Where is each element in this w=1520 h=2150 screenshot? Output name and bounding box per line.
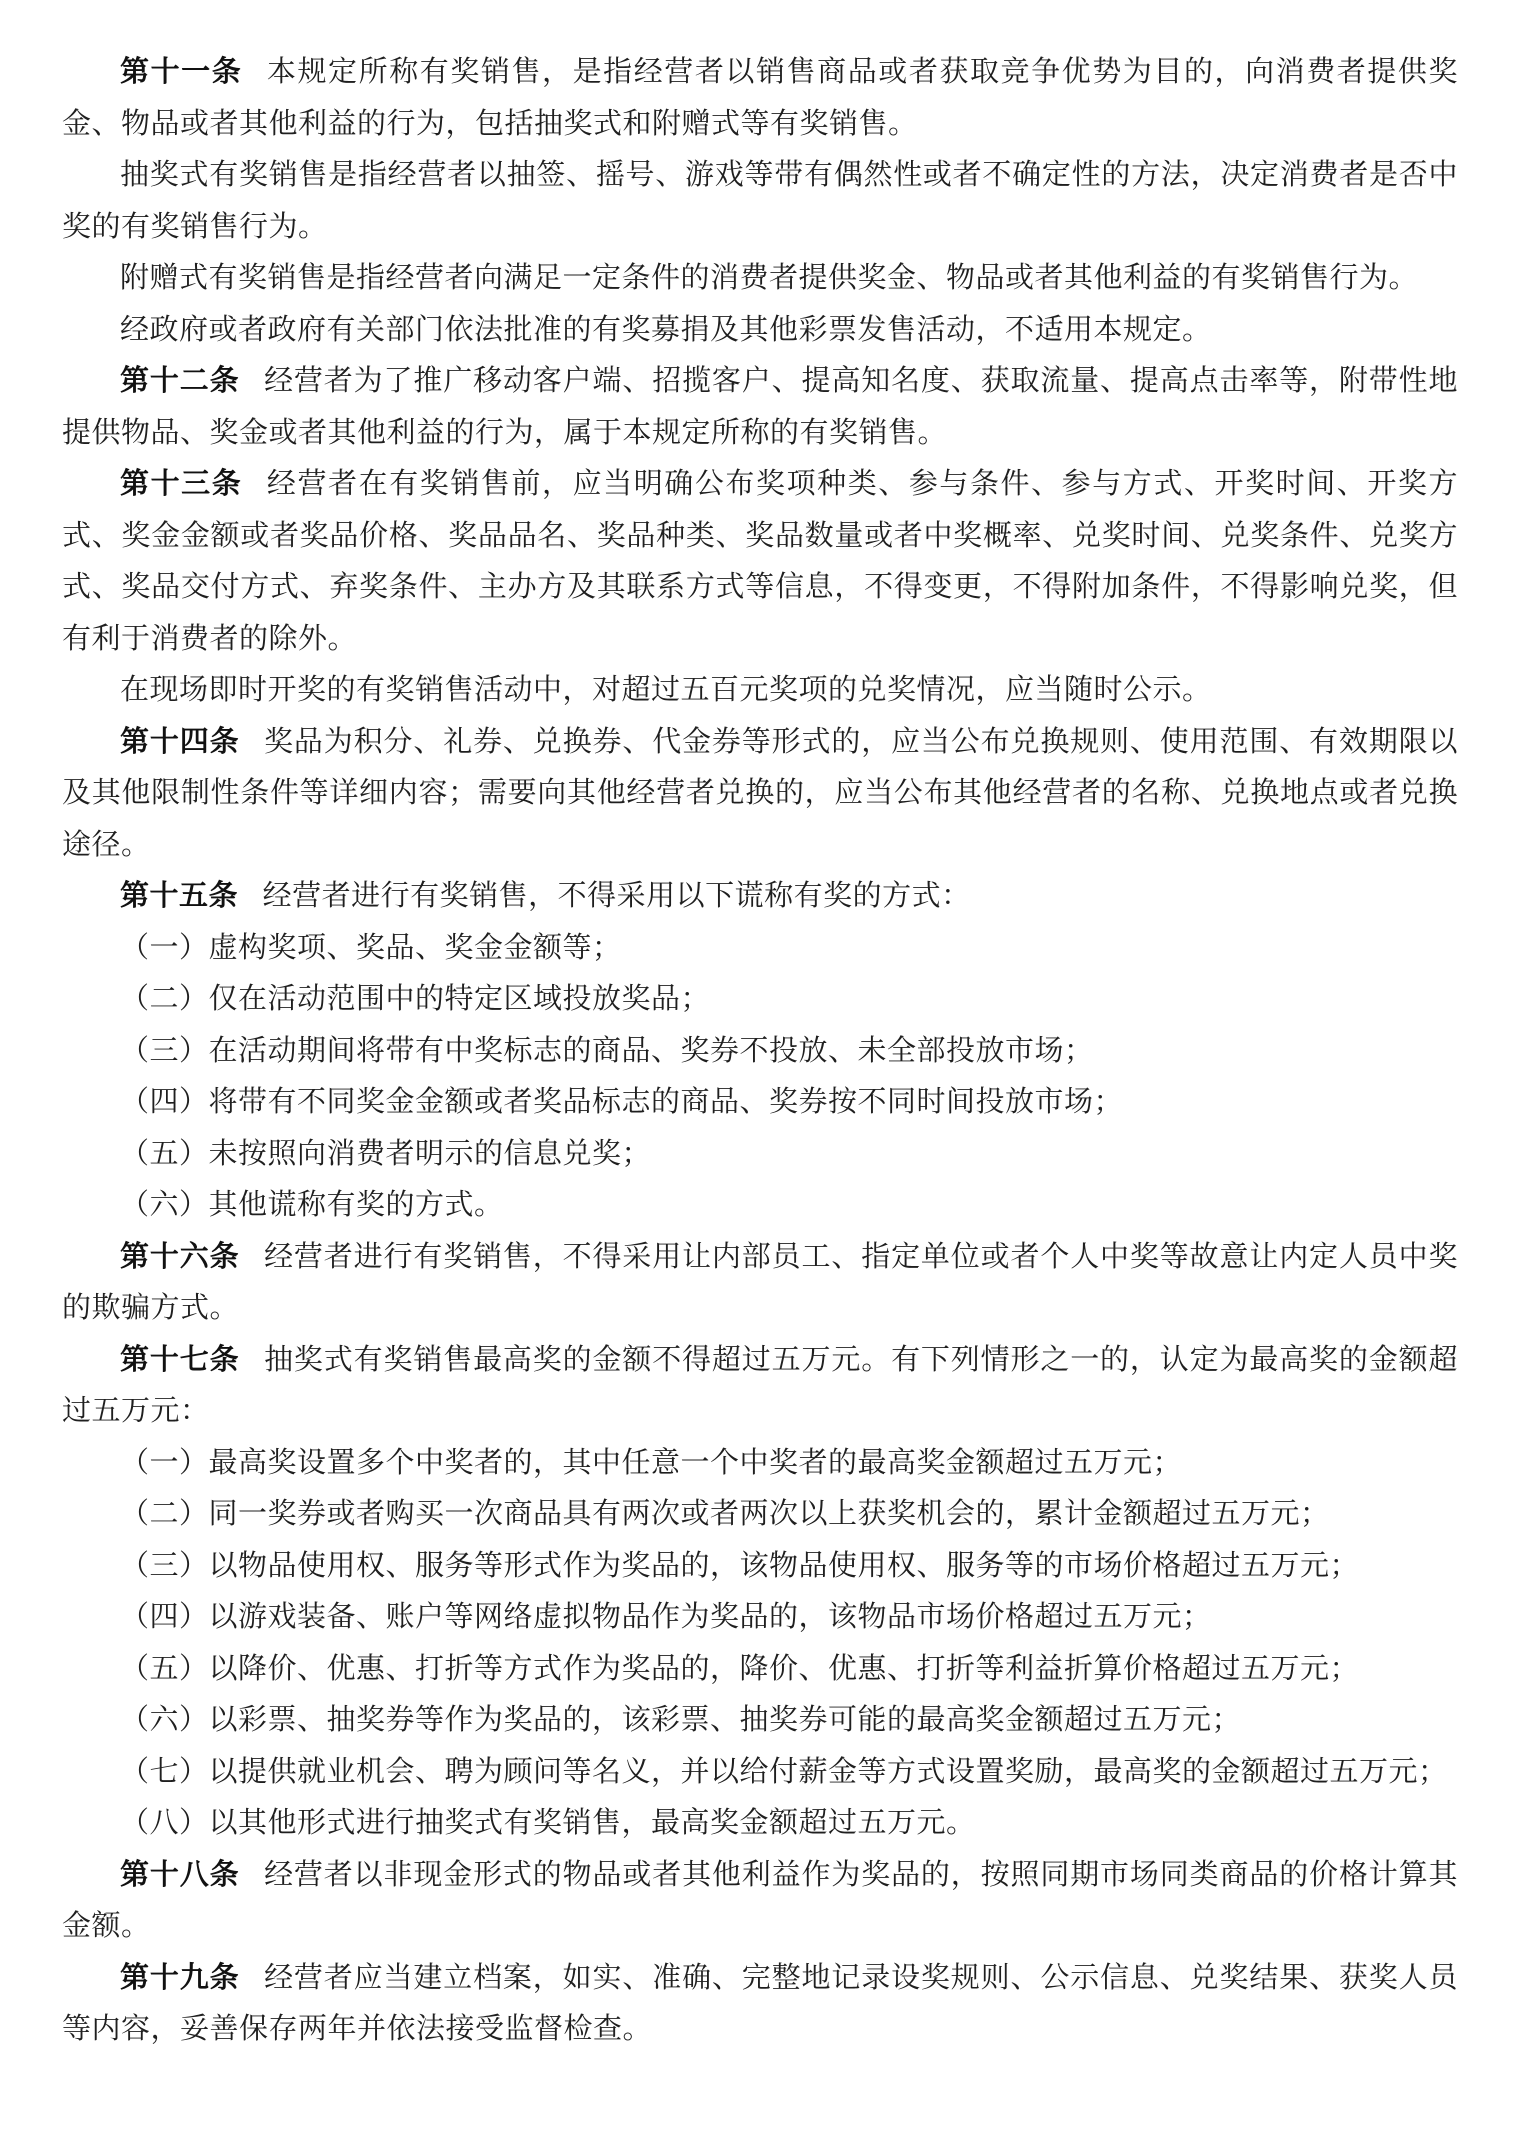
paragraph <box>62 1541 1458 1593</box>
paragraph <box>62 665 1458 717</box>
paragraph-text: 抽奖式有奖销售是指经营者以抽签、摇号、游戏等带有偶然性或者不确定性的方法，决定消费者是否中奖的有奖销售行为。 <box>62 159 1458 243</box>
paragraph <box>62 150 1458 253</box>
paragraph-text: 奖品为积分、礼券、兑换券、代金券等形式的，应当公布兑换规则、使用范围、有效期限以及其他限制性条件等详细内容；需要向其他经营者兑换的，应当公布其他经营者的名称、兑换地点或者兑换途径。 <box>62 725 1458 861</box>
article-number-label: 第十八条 <box>120 1858 240 1891</box>
document-body <box>62 47 1458 2056</box>
paragraph <box>62 1335 1458 1438</box>
article-number-label: 第十九条 <box>120 1961 240 1994</box>
paragraph-text: （三）以物品使用权、服务等形式作为奖品的，该物品使用权、服务等的市场价格超过五万元； <box>120 1549 1360 1582</box>
article-number-label: 第十一条 <box>120 56 243 88</box>
paragraph <box>62 974 1458 1026</box>
paragraph <box>62 1489 1458 1541</box>
paragraph <box>62 1695 1458 1747</box>
paragraph-text: （四）将带有不同奖金金额或者奖品标志的商品、奖券按不同时间投放市场； <box>120 1086 1124 1118</box>
paragraph-text: （一）最高奖设置多个中奖者的，其中任意一个中奖者的最高奖金额超过五万元； <box>120 1446 1183 1479</box>
article-number-label: 第十二条 <box>120 365 240 397</box>
paragraph <box>62 1747 1458 1799</box>
paragraph <box>62 1798 1458 1850</box>
paragraph-text: （七）以提供就业机会、聘为顾问等名义，并以给付薪金等方式设置奖励，最高奖的金额超过五万元； <box>120 1755 1448 1788</box>
paragraph-text: （六）其他谎称有奖的方式。 <box>120 1189 504 1221</box>
paragraph <box>62 717 1458 872</box>
paragraph-text: 经营者进行有奖销售，不得采用以下谎称有奖的方式： <box>262 880 971 912</box>
paragraph <box>62 1232 1458 1335</box>
article-number-label: 第十七条 <box>120 1343 240 1376</box>
paragraph <box>62 356 1458 459</box>
article-number-label: 第十四条 <box>120 725 240 758</box>
paragraph <box>62 871 1458 923</box>
paragraph <box>62 1438 1458 1490</box>
paragraph-text: 经营者进行有奖销售，不得采用让内部员工、指定单位或者个人中奖等故意让内定人员中奖的欺骗方式。 <box>62 1240 1458 1324</box>
paragraph-text: （六）以彩票、抽奖券等作为奖品的，该彩票、抽奖券可能的最高奖金额超过五万元； <box>120 1704 1242 1736</box>
paragraph-text: 在现场即时开奖的有奖销售活动中，对超过五百元奖项的兑奖情况，应当随时公示。 <box>120 674 1212 706</box>
paragraph-text: 抽奖式有奖销售最高奖的金额不得超过五万元。有下列情形之一的，认定为最高奖的金额超过五万元： <box>62 1343 1458 1427</box>
paragraph <box>62 253 1458 305</box>
paragraph-text: （五）以降价、优惠、打折等方式作为奖品的，降价、优惠、打折等利益折算价格超过五万元； <box>120 1652 1360 1685</box>
paragraph-text: 经政府或者政府有关部门依法批准的有奖募捐及其他彩票发售活动，不适用本规定。 <box>120 313 1212 346</box>
paragraph-text: （五）未按照向消费者明示的信息兑奖； <box>120 1137 652 1170</box>
paragraph-text: （二）同一奖券或者购买一次商品具有两次或者两次以上获奖机会的，累计金额超过五万元； <box>120 1498 1330 1530</box>
paragraph-text: 经营者为了推广移动客户端、招揽客户、提高知名度、获取流量、提高点击率等，附带性地提供物品、奖金或者其他利益的行为，属于本规定所称的有奖销售。 <box>62 365 1458 449</box>
paragraph <box>62 1129 1458 1181</box>
paragraph <box>62 1850 1458 1953</box>
paragraph-text: 附赠式有奖销售是指经营者向满足一定条件的消费者提供奖金、物品或者其他利益的有奖销售行为。 <box>120 262 1419 294</box>
paragraph <box>62 1180 1458 1232</box>
article-number-label: 第十五条 <box>120 880 239 912</box>
paragraph-text: 经营者应当建立档案，如实、准确、完整地记录设奖规则、公示信息、兑奖结果、获奖人员等内容，妥善保存两年并依法接受监督检查。 <box>62 1961 1458 2045</box>
paragraph <box>62 459 1458 665</box>
paragraph-text: （三）在活动期间将带有中奖标志的商品、奖券不投放、未全部投放市场； <box>120 1034 1094 1067</box>
paragraph-text: 经营者以非现金形式的物品或者其他利益作为奖品的，按照同期市场同类商品的价格计算其金额。 <box>62 1858 1458 1942</box>
paragraph <box>62 1592 1458 1644</box>
paragraph <box>62 923 1458 975</box>
paragraph <box>62 1026 1458 1078</box>
article-number-label: 第十六条 <box>120 1240 240 1273</box>
paragraph <box>62 1077 1458 1129</box>
paragraph-text: （二）仅在活动范围中的特定区域投放奖品； <box>120 983 711 1015</box>
paragraph-text: 本规定所称有奖销售，是指经营者以销售商品或者获取竞争优势为目的，向消费者提供奖金、物品或者其他利益的行为，包括抽奖式和附赠式等有奖销售。 <box>62 56 1458 140</box>
paragraph-text: 经营者在有奖销售前，应当明确公布奖项种类、参与条件、参与方式、开奖时间、开奖方式、奖金金额或者奖品价格、奖品品名、奖品种类、奖品数量或者中奖概率、兑奖时间、兑奖条件、兑奖方式、奖品交付方式、弃奖条件、主办方及其联系方式等信息，不得变更，不得附加条件，不得影响兑奖，但有利于消费者的除外。 <box>62 468 1458 655</box>
paragraph <box>62 1953 1458 2056</box>
paragraph-text: （四）以游戏装备、账户等网络虚拟物品作为奖品的，该物品市场价格超过五万元； <box>120 1601 1212 1633</box>
paragraph <box>62 305 1458 357</box>
paragraph <box>62 1644 1458 1696</box>
paragraph-text: （八）以其他形式进行抽奖式有奖销售，最高奖金额超过五万元。 <box>120 1807 976 1839</box>
article-number-label: 第十三条 <box>120 468 243 500</box>
paragraph-text: （一）虚构奖项、奖品、奖金金额等； <box>120 931 622 964</box>
paragraph <box>62 47 1458 150</box>
